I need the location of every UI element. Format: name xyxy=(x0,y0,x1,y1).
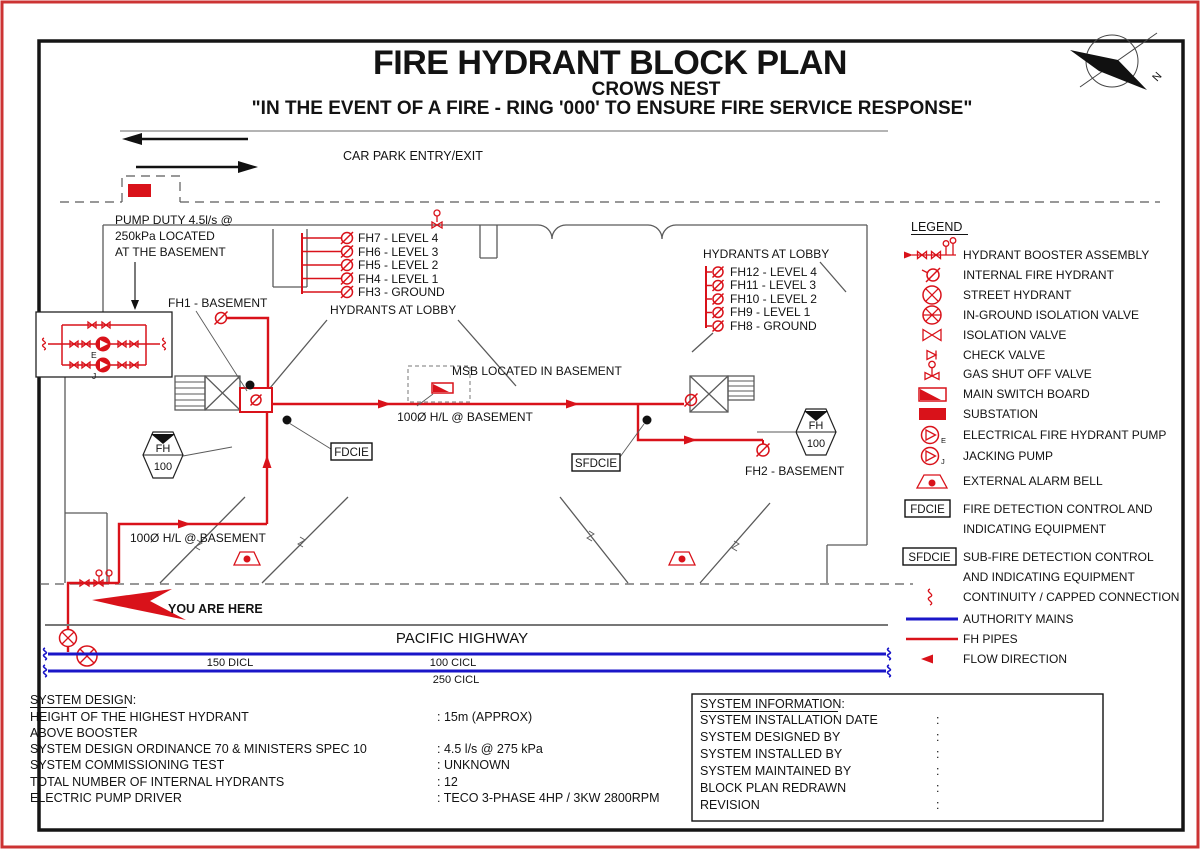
main-switch-board-icon xyxy=(919,388,946,401)
fh9-label: FH9 - LEVEL 1 xyxy=(730,305,811,319)
hydrant-booster-assembly-icon xyxy=(904,238,956,259)
hex-fh-text: FH xyxy=(155,443,171,455)
jacking-pump-icon xyxy=(922,448,946,467)
pump-j-label: J xyxy=(92,371,97,381)
legend-label: MAIN SWITCH BOARD xyxy=(963,387,1090,401)
sd-row-value: : 4.5 l/s @ 275 kPa xyxy=(437,742,543,756)
system-information xyxy=(692,694,1103,821)
si-row-label: REVISION xyxy=(700,798,760,812)
alarm-point-dot xyxy=(283,416,292,425)
fh2-label: FH2 - BASEMENT xyxy=(745,464,845,478)
legend-label: CONTINUITY / CAPPED CONNECTION xyxy=(963,590,1180,604)
fh11-label: FH11 - LEVEL 3 xyxy=(730,278,817,292)
fh1-hydrant xyxy=(168,296,268,391)
sfdcie-icon xyxy=(903,548,956,565)
msb-label: MSB LOCATED IN BASEMENT xyxy=(452,364,622,378)
legend-label-line2: AND INDICATING EQUIPMENT xyxy=(963,570,1135,584)
pump-sub-e: E xyxy=(941,436,947,445)
external-alarm-bell-icon xyxy=(234,552,695,565)
fh8-label: FH8 - GROUND xyxy=(730,319,817,333)
fh-hex-tag-west xyxy=(143,432,232,478)
lobby2-heading: HYDRANTS AT LOBBY xyxy=(703,247,830,261)
sd-row-value: : 15m (APPROX) xyxy=(437,710,533,724)
car-park-label: CAR PARK ENTRY/EXIT xyxy=(343,149,483,163)
si-row-label: BLOCK PLAN REDRAWN xyxy=(700,781,847,795)
main-label-150dicl: 150 DICL xyxy=(206,657,254,669)
fh3-label: FH3 - GROUND xyxy=(358,285,445,299)
main-switch-board-icon xyxy=(432,383,453,393)
legend-label: FH PIPES xyxy=(963,632,1018,646)
sd-row-value: : UNKNOWN xyxy=(437,758,510,772)
sfdcie-tag: SFDCIE xyxy=(574,458,618,470)
si-row-label: SYSTEM MAINTAINED BY xyxy=(700,764,852,778)
legend-label-line2: INDICATING EQUIPMENT xyxy=(963,522,1107,536)
car-park-arrow-left-icon xyxy=(122,133,248,145)
continuity-icon xyxy=(928,589,931,605)
street-hydrant-icon xyxy=(923,286,941,304)
sd-row-value: : 12 xyxy=(437,775,458,789)
pump-duty-line3: AT THE BASEMENT xyxy=(115,245,226,259)
pacific-highway xyxy=(44,625,891,686)
legend-label: FIRE DETECTION CONTROL AND xyxy=(963,502,1153,516)
internal-hydrant-icon xyxy=(713,267,724,332)
legend-label: HYDRANT BOOSTER ASSEMBLY xyxy=(963,248,1150,262)
legend-label: JACKING PUMP xyxy=(963,449,1054,463)
si-row-value: : xyxy=(936,781,940,795)
sfdcie-tag: SFDCIE xyxy=(908,552,951,564)
legend-label: ISOLATION VALVE xyxy=(963,328,1067,342)
title-block xyxy=(252,44,973,119)
internal-hydrant-icon xyxy=(341,232,353,298)
sd-row-label: HEIGHT OF THE HIGHEST HYDRANT xyxy=(30,710,249,724)
stair-core-east xyxy=(690,376,754,412)
pump-room-detail xyxy=(36,312,172,381)
sfdcie-group xyxy=(572,416,652,472)
legend-heading: LEGEND xyxy=(911,220,963,234)
legend xyxy=(903,220,1179,666)
fdcie-icon xyxy=(905,500,950,517)
in-ground-isolation-valve-icon xyxy=(60,630,77,647)
lobby-stack-east xyxy=(703,247,829,333)
flow-direction-icon xyxy=(921,655,933,664)
external-alarm-bell-icon xyxy=(917,475,947,488)
fh7-label: FH7 - LEVEL 4 xyxy=(358,231,439,245)
fdcie-tag: FDCIE xyxy=(334,447,369,459)
pump-duty-line1: PUMP DUTY 4.5l/s @ xyxy=(115,213,233,227)
si-row-value: : xyxy=(936,747,940,761)
fh6-label: FH6 - LEVEL 3 xyxy=(358,245,439,259)
page-title: FIRE HYDRANT BLOCK PLAN xyxy=(373,44,847,82)
legend-label: GAS SHUT OFF VALVE xyxy=(963,367,1092,381)
substation-icon xyxy=(919,408,946,420)
legend-label: EXTERNAL ALARM BELL xyxy=(963,474,1103,488)
internal-fire-hydrant-icon xyxy=(922,268,940,282)
legend-label: FLOW DIRECTION xyxy=(963,652,1067,666)
system-information-heading: SYSTEM INFORMATION: xyxy=(700,697,845,711)
car-park-entry xyxy=(120,131,888,173)
electrical-fire-hydrant-pump-icon xyxy=(922,427,947,446)
fh4-label: FH4 - LEVEL 1 xyxy=(358,272,439,286)
si-row-label: SYSTEM INSTALLATION DATE xyxy=(700,713,878,727)
si-row-value: : xyxy=(936,764,940,778)
system-design xyxy=(30,693,660,805)
emergency-notice: "IN THE EVENT OF A FIRE - RING '000' TO ENSURE FIRE SERVICE RESPONSE" xyxy=(251,98,973,119)
car-park-arrow-right-icon xyxy=(136,161,258,173)
si-row-value: : xyxy=(936,713,940,727)
hex-fh-text: FH xyxy=(808,420,824,432)
sd-row-label: ELECTRIC PUMP DRIVER xyxy=(30,791,182,805)
fh5-label: FH5 - LEVEL 2 xyxy=(358,258,439,272)
isolation-valve-icon xyxy=(923,330,941,341)
fdcie-tag: FDCIE xyxy=(910,504,945,516)
sd-row-label: TOTAL NUMBER OF INTERNAL HYDRANTS xyxy=(30,775,285,789)
in-ground-isolation-valve-icon xyxy=(923,306,941,324)
substation-symbol xyxy=(128,184,151,197)
si-row-value: : xyxy=(936,798,940,812)
fh10-label: FH10 - LEVEL 2 xyxy=(730,292,817,306)
si-row-label: SYSTEM INSTALLED BY xyxy=(700,747,843,761)
main-pipe-label-1: 100Ø H/L @ BASEMENT xyxy=(397,410,533,424)
gas-shut-off-valve-icon xyxy=(925,361,939,379)
stair-core-west xyxy=(175,376,240,410)
alarm-point-dot xyxy=(643,416,652,425)
fdcie-group xyxy=(289,423,372,460)
page-subtitle: CROWS NEST xyxy=(591,79,721,100)
legend-label: AUTHORITY MAINS xyxy=(963,612,1074,626)
si-row-label: SYSTEM DESIGNED BY xyxy=(700,730,841,744)
you-are-here xyxy=(92,589,263,620)
system-design-heading: SYSTEM DESIGN: xyxy=(30,693,137,707)
fh1-label: FH1 - BASEMENT xyxy=(168,296,268,310)
legend-label: ELECTRICAL FIRE HYDRANT PUMP xyxy=(963,428,1167,442)
you-are-here-label: YOU ARE HERE xyxy=(168,602,263,616)
main-label-250cicl: 250 CICL xyxy=(432,674,480,686)
sd-row-label: ABOVE BOOSTER xyxy=(30,726,138,740)
hex-100-text: 100 xyxy=(806,438,826,450)
legend-label: STREET HYDRANT xyxy=(963,288,1072,302)
street-hydrant-icon xyxy=(77,646,97,666)
hex-100-text: 100 xyxy=(153,461,173,473)
sd-row-value: : TECO 3-PHASE 4HP / 3KW 2800RPM xyxy=(437,791,660,805)
si-row-value: : xyxy=(936,730,940,744)
highway-name: PACIFIC HIGHWAY xyxy=(395,630,529,647)
check-valve-icon xyxy=(927,351,936,360)
fh12-label: FH12 - LEVEL 4 xyxy=(730,265,817,279)
hydrant-riser-cabinet xyxy=(240,381,292,425)
jacking-pump-icon xyxy=(96,358,111,373)
pump-e-label: E xyxy=(91,350,97,360)
sd-row-label: SYSTEM COMMISSIONING TEST xyxy=(30,758,225,772)
pump-sub-j: J xyxy=(941,457,945,466)
pump-duty-line2: 250kPa LOCATED xyxy=(115,229,215,243)
lobby-stack-west xyxy=(330,210,456,317)
alarm-point-dot xyxy=(246,381,255,390)
legend-label: INTERNAL FIRE HYDRANT xyxy=(963,268,1114,282)
legend-label: SUB-FIRE DETECTION CONTROL xyxy=(963,550,1154,564)
main-label-100cicl: 100 CICL xyxy=(429,657,477,669)
main-pipe-label-2: 100Ø H/L @ BASEMENT xyxy=(130,531,266,545)
lobby1-heading: HYDRANTS AT LOBBY xyxy=(330,303,457,317)
sd-row-label: SYSTEM DESIGN ORDINANCE 70 & MINISTERS SPEC 10 xyxy=(30,742,367,756)
legend-label: CHECK VALVE xyxy=(963,348,1046,362)
north-label: N xyxy=(1150,70,1165,85)
legend-label: IN-GROUND ISOLATION VALVE xyxy=(963,308,1140,322)
electrical-pump-icon xyxy=(96,337,111,352)
legend-label: SUBSTATION xyxy=(963,407,1038,421)
east-riser xyxy=(685,394,698,407)
